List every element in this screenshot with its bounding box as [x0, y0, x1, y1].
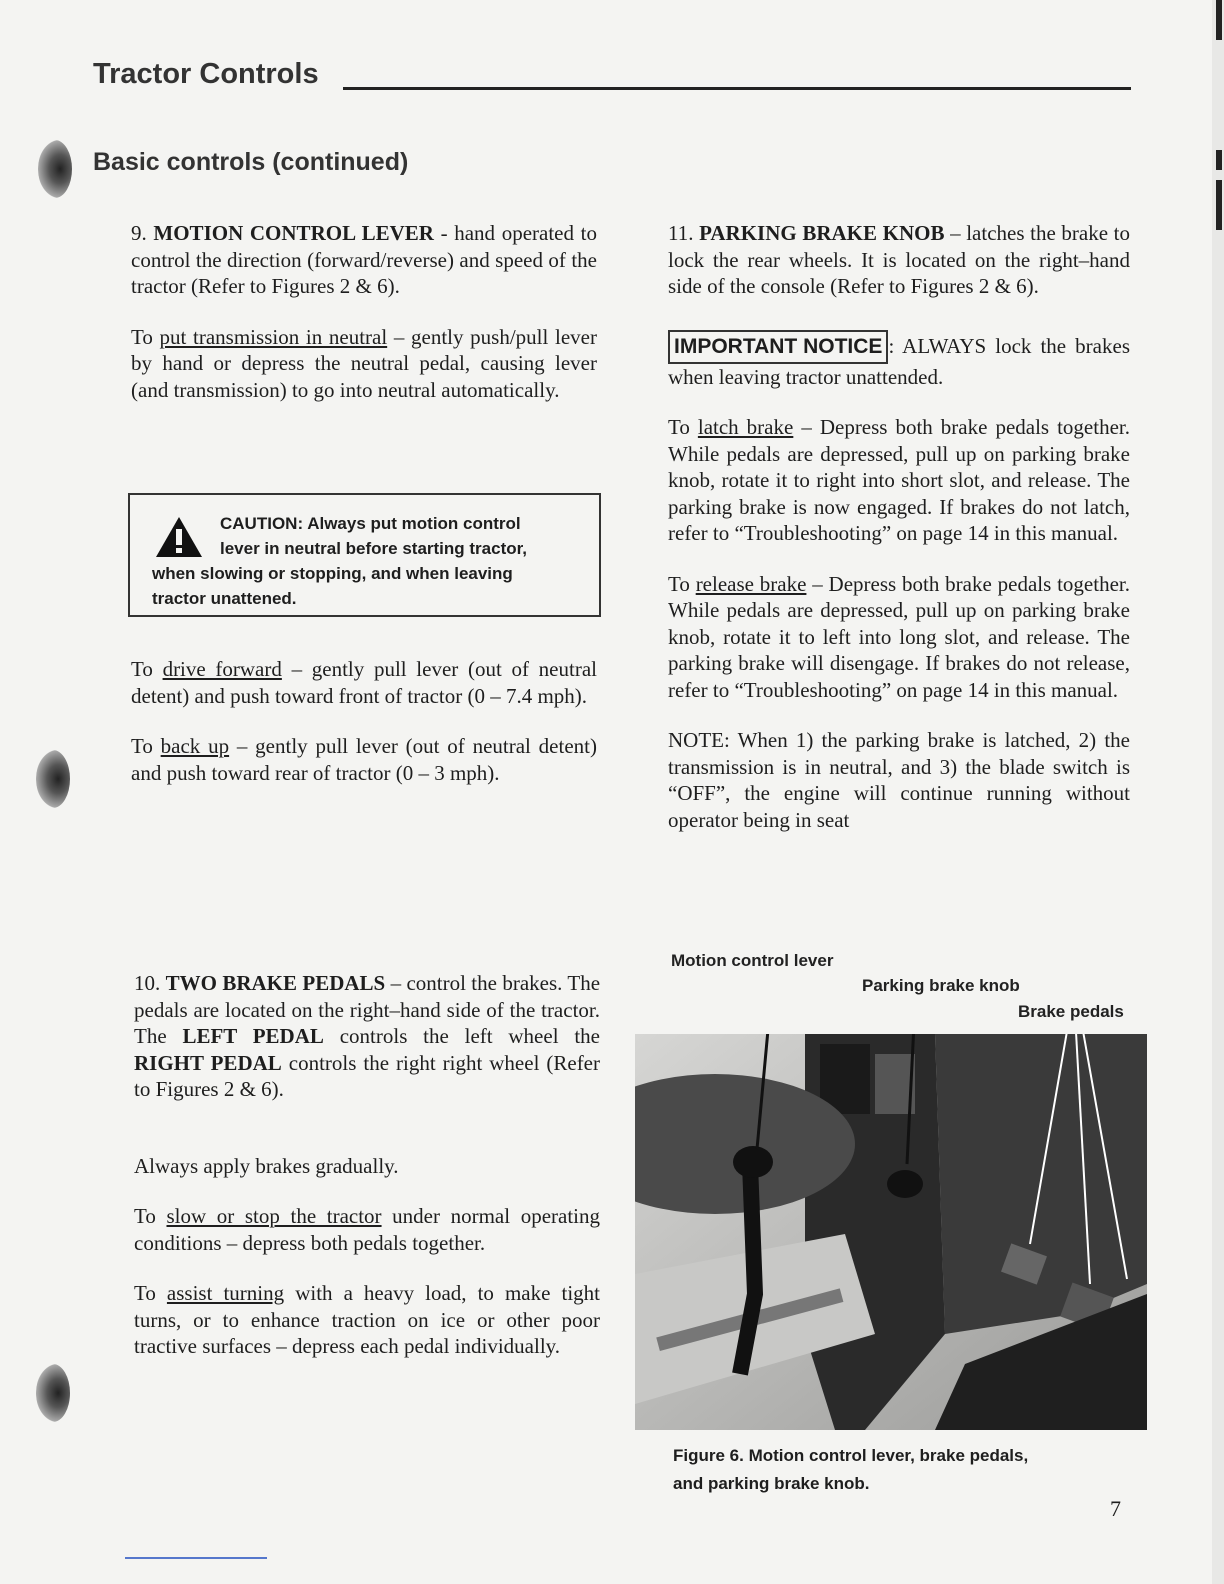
forward-paragraph: To drive forward – gently pull lever (out of neutral detent) and push toward front of tractor (0 – 7.4 mph). — [131, 657, 597, 708]
latch-paragraph: To latch brake – Depress both brake pedals together. While pedals are depressed, pull up on parking brake knob, rotate it to right into short slot, and release. The parking brake is now engaged. If brakes do not latch, refer to “Troubleshooting” on page 14 in this manual. — [668, 415, 1130, 545]
left-column-brakes — [134, 970, 600, 1360]
binder-hole-top — [38, 140, 72, 198]
binder-hole-middle — [36, 750, 70, 808]
section-title: Basic controls (continued) — [93, 148, 409, 176]
note-paragraph: NOTE: When 1) the parking brake is latched, 2) the transmission is in neutral, and 3) the blade switch is “OFF”, the engine will continue running without operator being in seat — [668, 728, 1130, 832]
release-paragraph: To release brake – Depress both brake pedals together. While pedals are depressed, pull up on parking brake knob, rotate it to left into long slot, and release. The parking brake will disengage. If brakes do not release, refer to “Troubleshooting” on page 14 in this manual. — [668, 571, 1130, 702]
right-column — [668, 220, 1130, 833]
important-notice-label: IMPORTANT NOTICE — [668, 330, 888, 364]
item-10: 10. TWO BRAKE PEDALS – control the brakes. The pedals are located on the right–hand side of the tractor. The LEFT PEDAL controls the left wheel the RIGHT PEDAL controls the right right wheel (Refer to Figures 2 & 6). — [134, 971, 601, 1101]
bottom-mark — [125, 1557, 267, 1559]
figure-6-photo — [635, 1034, 1147, 1430]
label-brake-pedals: Brake pedals — [1018, 1002, 1124, 1021]
neutral-paragraph: To put transmission in neutral – gently push/pull lever by hand or depress the neutral pedal, causing lever (and transmission) to go into neutral automatically. — [131, 324, 597, 402]
label-motion-control-lever: Motion control lever — [671, 951, 834, 970]
binder-hole-bottom — [36, 1364, 70, 1422]
left-column-lower — [131, 656, 597, 786]
always-brakes-paragraph: Always apply brakes gradually. — [134, 1153, 399, 1178]
page-number: 7 — [1110, 1496, 1121, 1521]
item-11: 11. PARKING BRAKE KNOB – latches the brake to lock the rear wheels. It is located on the right–hand side of the console (Refer to Figures 2 & 6). — [668, 221, 1130, 298]
assist-paragraph: To assist turning with a heavy load, to make tight turns, or to enhance traction on ice or other poor tractive surfaces – depress each pedal individually. — [134, 1281, 600, 1358]
page-edge — [1212, 0, 1224, 1584]
item-9-title: MOTION CONTROL LEVER — [153, 221, 434, 245]
left-column — [131, 220, 597, 403]
item-9: 9. MOTION CONTROL LEVER - hand operated to control the direction (forward/reverse) and speed of the tractor (Refer to Figures 2 & 6). — [131, 221, 597, 298]
back-paragraph: To back up – gently pull lever (out of neutral detent) and push toward rear of tractor (0 – 3 mph). — [131, 734, 597, 785]
important-notice: IMPORTANT NOTICE : ALWAYS lock the brakes when leaving tractor unattended. — [668, 330, 1130, 391]
item-11-title: PARKING BRAKE KNOB — [699, 221, 945, 245]
title-rule — [343, 87, 1131, 90]
item-10-title: TWO BRAKE PEDALS — [165, 971, 386, 995]
figure-caption: Figure 6. Motion control lever, brake pedals, and parking brake knob. — [673, 1446, 1029, 1493]
slow-paragraph: To slow or stop the tractor under normal operating conditions – depress both pedals together. — [134, 1204, 600, 1255]
label-parking-brake-knob: Parking brake knob — [862, 976, 1020, 995]
caution-box — [128, 493, 601, 617]
caution-text: CAUTION: Always put motion control lever in neutral before starting tractor, when slowing or stopping, and when leaving tractor unattened. — [152, 514, 528, 608]
page-title: Tractor Controls — [93, 58, 319, 90]
